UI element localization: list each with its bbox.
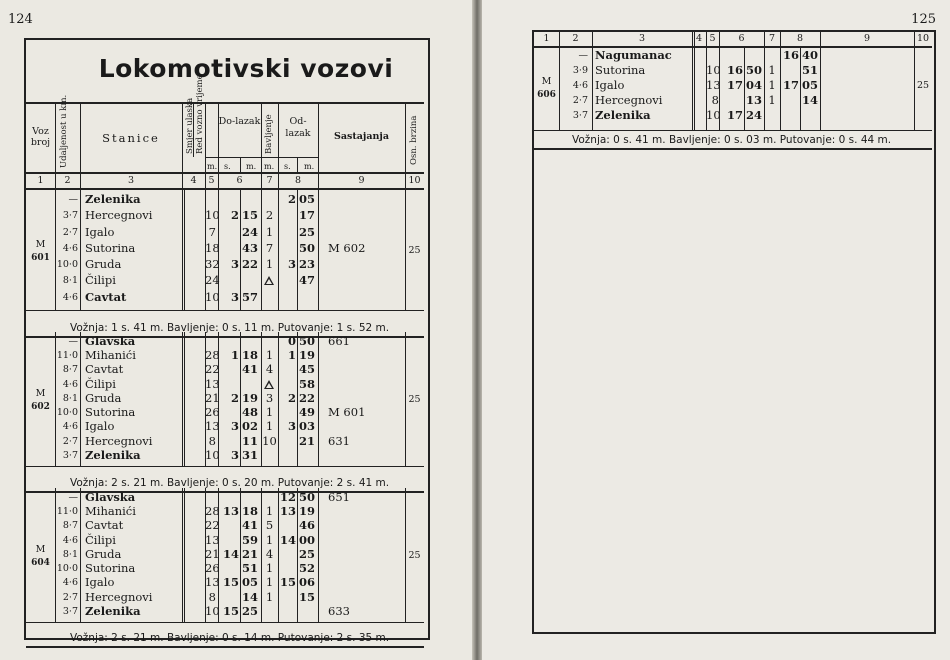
arrival-minute: 15 [242, 208, 259, 223]
stop-duration: 4 [265, 362, 274, 377]
column-rule [592, 32, 593, 130]
travel-time: 10 [205, 289, 220, 304]
departure-hour: 16 [782, 48, 799, 62]
header-red-vozno-vrijeme: Red vozno vrijeme [195, 74, 205, 154]
header-dolazak: Do-lazak [218, 116, 261, 127]
distance-km: 2·7 [572, 95, 588, 106]
meeting-note: M 601 [328, 405, 366, 420]
stop-duration: 1 [265, 224, 274, 239]
arrival-hour: 3 [230, 447, 239, 462]
travel-time: 18 [205, 240, 220, 255]
stop-duration: 1 [265, 257, 274, 272]
train-letter: M [35, 544, 46, 555]
arrival-minute: 18 [242, 504, 259, 519]
arrival-minute: 59 [242, 532, 259, 547]
station-name: Sutorina [595, 63, 646, 77]
meeting-note: M 602 [328, 240, 366, 255]
departure-hour: 3 [287, 257, 296, 272]
arrival-minute: 31 [242, 447, 259, 462]
departure-hour: 1 [287, 348, 296, 363]
arrival-minute: 57 [242, 289, 259, 304]
departure-minute: 40 [802, 48, 819, 62]
arrival-minute: 14 [242, 589, 259, 604]
column-number: 8 [796, 33, 804, 44]
distance-km: — [68, 194, 78, 205]
header-osn-brzina: Osn. brzina [409, 115, 419, 165]
header-stanice: Stanice [102, 131, 160, 145]
book-gutter [472, 0, 482, 660]
right-page [482, 0, 950, 660]
train-number: 602 [31, 402, 50, 412]
unit-label: m. [207, 162, 218, 171]
travel-time: 26 [205, 561, 220, 576]
arrival-minute: 05 [242, 575, 259, 590]
rule-line [26, 466, 424, 467]
column-rule [182, 190, 185, 310]
departure-minute: 46 [299, 518, 316, 533]
station-name: Zelenika [85, 603, 141, 618]
travel-time: 22 [205, 362, 220, 377]
unit-label: m. [264, 162, 275, 171]
distance-km: 8·7 [62, 520, 78, 532]
distance-km: 4·6 [62, 534, 78, 546]
column-number: 7 [266, 175, 273, 186]
distance-km: 10·0 [56, 259, 78, 271]
travel-time: 28 [205, 348, 220, 363]
arrival-hour: 3 [230, 419, 239, 434]
distance-km: 2·7 [62, 226, 78, 238]
station-name: Hercegnovi [595, 93, 663, 107]
travel-time: 10 [205, 603, 220, 618]
departure-minute: 05 [802, 78, 819, 92]
station-name: Sutorina [85, 561, 136, 576]
stop-triangle-icon [264, 380, 274, 389]
column-number: 1 [543, 33, 550, 44]
column-number: 4 [695, 33, 703, 44]
distance-km: 10·0 [56, 407, 78, 419]
travel-time: 24 [205, 273, 220, 288]
column-rule [297, 190, 298, 310]
arrival-hour: 2 [230, 390, 239, 405]
travel-time: 10 [706, 108, 721, 122]
arrival-minute: 13 [746, 93, 763, 107]
stop-duration: 1 [265, 348, 274, 363]
travel-time: 13 [205, 376, 220, 391]
travel-time: 13 [706, 78, 721, 92]
departure-hour: 14 [279, 532, 296, 547]
arrival-hour: 17 [726, 108, 743, 122]
train-letter: M [35, 388, 46, 399]
departure-hour: 0 [287, 334, 296, 348]
travel-time: 10 [205, 208, 220, 223]
travel-time: 21 [205, 390, 220, 405]
column-rule [318, 190, 319, 310]
column-rule [182, 488, 185, 622]
travel-time: 28 [205, 504, 220, 519]
station-name: Cavtat [85, 518, 124, 533]
column-number: 6 [738, 33, 745, 44]
departure-hour: 15 [279, 575, 296, 590]
distance-km: 4·6 [62, 242, 78, 254]
arrival-minute: 11 [242, 433, 259, 448]
base-speed: 25 [408, 245, 421, 256]
station-name: Zelenika [85, 192, 141, 206]
column-number: 2 [64, 175, 71, 186]
distance-km: 4·6 [62, 378, 78, 390]
column-rule [800, 46, 801, 130]
travel-time: 26 [205, 405, 220, 420]
column-rule [80, 488, 81, 622]
column-number: 9 [358, 175, 365, 186]
arrival-minute: 22 [242, 257, 259, 272]
stop-duration: 1 [265, 419, 274, 434]
column-rule [744, 46, 745, 130]
departure-minute: 19 [299, 348, 316, 363]
arrival-minute: 48 [242, 405, 259, 420]
column-rule [692, 32, 695, 130]
arrival-minute: 18 [242, 348, 259, 363]
column-rule [318, 488, 319, 622]
distance-km: 4·6 [62, 291, 78, 303]
arrival-minute: 41 [242, 362, 259, 377]
station-name: Čilipi [85, 376, 116, 391]
unit-label: m. [246, 162, 257, 171]
column-number: 8 [294, 175, 302, 186]
station-name: Zelenika [85, 447, 141, 462]
rule-line [534, 148, 932, 150]
header-udaljenost: Udaljenost u km. [59, 94, 69, 168]
distance-km: 4·6 [572, 80, 588, 91]
column-rule [278, 190, 279, 310]
stop-duration: 4 [265, 546, 274, 561]
departure-minute: 58 [299, 376, 316, 391]
station-name: Sutorina [85, 240, 136, 255]
page-number-left: 124 [8, 12, 33, 27]
distance-km: 8·1 [62, 548, 78, 560]
column-rule [240, 488, 241, 622]
stop-duration: 1 [768, 63, 776, 77]
departure-minute: 49 [299, 405, 316, 420]
column-rule [80, 190, 81, 310]
travel-time: 21 [205, 546, 220, 561]
stop-duration: 1 [265, 589, 274, 604]
meeting-note: 633 [328, 603, 350, 618]
page-title: Lokomotivski vozovi [98, 54, 394, 83]
station-name: Cavtat [85, 289, 127, 304]
arrival-minute: 04 [746, 78, 763, 92]
meeting-note: 661 [328, 334, 350, 348]
column-number: 7 [768, 33, 776, 44]
departure-minute: 25 [299, 546, 316, 561]
arrival-hour: 15 [222, 603, 239, 618]
travel-time: 32 [205, 257, 220, 272]
journey-summary: Vožnja: 2 s. 21 m. Bavljenje: 0 s. 14 m. Putovanje: 2 s. 35 m. [70, 632, 390, 644]
unit-label: m. [304, 162, 315, 171]
departure-minute: 00 [299, 532, 316, 547]
arrival-hour: 3 [230, 289, 239, 304]
rule-line [534, 130, 932, 131]
departure-minute: 50 [299, 490, 316, 504]
arrival-hour: 1 [230, 348, 239, 363]
distance-km: — [68, 492, 78, 503]
travel-time: 7 [208, 224, 216, 239]
station-name: Hercegnovi [85, 208, 153, 223]
departure-hour: 2 [287, 390, 296, 405]
header-sastajanja: Sastajanja [333, 131, 389, 142]
rule-line [26, 646, 424, 648]
station-name: Gruda [85, 546, 122, 561]
departure-minute: 21 [299, 433, 316, 448]
stop-duration: 1 [265, 561, 274, 576]
stop-duration: 1 [768, 93, 776, 107]
arrival-hour: 13 [222, 504, 239, 519]
departure-hour: 2 [287, 192, 296, 206]
arrival-minute: 19 [242, 390, 259, 405]
journey-summary: Vožnja: 1 s. 41 m. Bavljenje: 0 s. 11 m. Putovanje: 1 s. 52 m. [70, 322, 390, 334]
stop-triangle-icon [264, 276, 274, 285]
departure-minute: 19 [299, 504, 316, 519]
departure-minute: 14 [802, 93, 819, 107]
station-name: Glavska [85, 490, 136, 504]
station-name: Hercegnovi [85, 589, 153, 604]
left-page [0, 0, 472, 660]
column-number: 4 [190, 175, 197, 186]
stop-duration: 1 [265, 575, 274, 590]
travel-time: 8 [208, 433, 216, 448]
arrival-hour: 14 [222, 546, 239, 561]
column-number: 3 [127, 175, 135, 186]
distance-km: 3·7 [572, 110, 588, 121]
column-number: 5 [709, 33, 716, 44]
departure-hour: 17 [782, 78, 799, 92]
stop-duration: 1 [265, 405, 274, 420]
base-speed: 25 [408, 550, 421, 561]
station-name: Čilipi [85, 273, 116, 288]
rule-line [26, 622, 424, 623]
departure-minute: 15 [299, 589, 316, 604]
column-number: 1 [37, 175, 44, 186]
distance-km: 8·1 [62, 392, 78, 404]
station-name: Zelenika [595, 108, 651, 122]
station-name: Cavtat [85, 362, 124, 377]
column-number: 3 [638, 33, 646, 44]
stop-duration: 3 [265, 390, 274, 405]
train-number: 601 [31, 253, 50, 263]
stop-duration: 5 [265, 518, 274, 533]
distance-km: 4·6 [62, 577, 78, 589]
travel-time: 13 [205, 532, 220, 547]
column-rule [297, 332, 298, 466]
column-number: 5 [208, 175, 215, 186]
stop-duration: 1 [768, 78, 776, 92]
arrival-minute: 24 [746, 108, 763, 122]
station-name: Čilipi [85, 532, 116, 547]
journey-summary: Vožnja: 0 s. 41 m. Bavljenje: 0 s. 03 m. Putovanje: 0 s. 44 m. [572, 134, 892, 146]
page-number-right: 125 [911, 12, 936, 27]
departure-minute: 45 [299, 362, 316, 377]
journey-summary: Vožnja: 2 s. 21 m. Bavljenje: 0 s. 20 m. Putovanje: 2 s. 41 m. [70, 477, 390, 489]
departure-minute: 03 [299, 419, 316, 434]
departure-minute: 06 [299, 575, 316, 590]
column-rule [820, 32, 821, 130]
column-number: 10 [916, 33, 930, 44]
arrival-minute: 24 [242, 224, 259, 239]
departure-hour: 3 [287, 419, 296, 434]
column-number: 9 [863, 33, 871, 44]
distance-km: 4·6 [62, 421, 78, 433]
travel-time: 13 [205, 575, 220, 590]
meeting-note: 631 [328, 433, 350, 448]
departure-hour: 13 [279, 504, 296, 519]
arrival-minute: 43 [242, 240, 259, 255]
departure-minute: 47 [299, 273, 316, 288]
column-rule [240, 190, 241, 310]
rule-line [26, 310, 424, 311]
header-voz-broj: Voz broj [30, 126, 51, 148]
stop-duration: 2 [265, 208, 274, 223]
distance-km: 3·9 [572, 65, 588, 76]
departure-minute: 22 [299, 390, 316, 405]
rule-line [26, 188, 424, 190]
distance-km: 8·7 [62, 364, 78, 376]
station-name: Igalo [595, 78, 625, 92]
station-name: Sutorina [85, 405, 136, 420]
train-number: 606 [537, 89, 556, 100]
distance-km: 8·1 [62, 275, 78, 287]
arrival-minute: 02 [242, 419, 259, 434]
station-name: Glavska [85, 334, 136, 348]
stop-duration: 1 [265, 504, 274, 519]
distance-km: 3·7 [62, 605, 78, 617]
distance-km: 2·7 [62, 591, 78, 603]
column-rule [240, 157, 241, 172]
column-rule [240, 332, 241, 466]
distance-km: 11·0 [56, 506, 78, 518]
column-number: 2 [572, 33, 579, 44]
distance-km: 10·0 [56, 563, 78, 575]
distance-km: 3·7 [62, 210, 78, 222]
departure-minute: 05 [299, 192, 316, 206]
station-name: Igalo [85, 419, 115, 434]
base-speed: 25 [408, 394, 421, 405]
column-number: 6 [236, 175, 243, 186]
distance-km: — [68, 336, 78, 347]
departure-hour: 12 [279, 490, 296, 504]
arrival-minute: 50 [746, 63, 763, 77]
column-rule [318, 332, 319, 466]
departure-minute: 51 [802, 63, 819, 77]
arrival-minute: 51 [242, 561, 259, 576]
rule-line [534, 46, 932, 48]
column-rule [297, 488, 298, 622]
arrival-hour: 15 [222, 575, 239, 590]
arrival-minute: 41 [242, 518, 259, 533]
column-rule [80, 332, 81, 466]
station-name: Gruda [85, 257, 122, 272]
station-name: Mihanići [85, 348, 136, 363]
column-number: 10 [408, 175, 421, 186]
station-name: Gruda [85, 390, 122, 405]
departure-minute: 50 [299, 240, 316, 255]
base-speed: 25 [916, 79, 930, 91]
station-name: Mihanići [85, 504, 136, 519]
travel-time: 13 [205, 419, 220, 434]
departure-minute: 50 [299, 334, 316, 348]
header-odlazak: Od-lazak [285, 116, 311, 139]
arrival-hour: 3 [230, 257, 239, 272]
header-bavljenje: Bavljenje [264, 114, 274, 154]
station-name: Nagumanac [595, 48, 672, 62]
travel-time: 10 [706, 63, 721, 77]
travel-time: 10 [205, 447, 220, 462]
station-name: Igalo [85, 575, 115, 590]
rule-line [26, 102, 424, 104]
stop-duration: 10 [262, 433, 277, 448]
travel-time: 8 [711, 93, 719, 107]
distance-km: 2·7 [62, 435, 78, 447]
departure-minute: 25 [299, 224, 316, 239]
departure-minute: 52 [299, 561, 316, 576]
distance-km: — [578, 50, 588, 61]
arrival-hour: 2 [230, 208, 239, 223]
travel-time: 22 [205, 518, 220, 533]
column-rule [182, 332, 185, 466]
train-letter: M [541, 75, 552, 87]
departure-minute: 23 [299, 257, 316, 272]
travel-time: 8 [208, 589, 216, 604]
departure-minute: 17 [299, 208, 316, 223]
stop-duration: 1 [265, 532, 274, 547]
train-number: 604 [31, 558, 50, 568]
arrival-hour: 16 [726, 63, 743, 77]
arrival-hour: 17 [726, 78, 743, 92]
arrival-minute: 25 [242, 603, 259, 618]
meeting-note: 651 [328, 490, 350, 504]
distance-km: 11·0 [56, 350, 78, 362]
train-letter: M [35, 239, 46, 250]
column-rule [297, 157, 298, 172]
stop-duration: 7 [265, 240, 274, 255]
header-smjer-ulaska: Smjer ulaska [185, 97, 195, 154]
unit-label: s. [284, 162, 291, 171]
distance-km: 3·7 [62, 449, 78, 461]
station-name: Hercegnovi [85, 433, 153, 448]
unit-label: s. [224, 162, 231, 171]
arrival-minute: 21 [242, 546, 259, 561]
station-name: Igalo [85, 224, 115, 239]
